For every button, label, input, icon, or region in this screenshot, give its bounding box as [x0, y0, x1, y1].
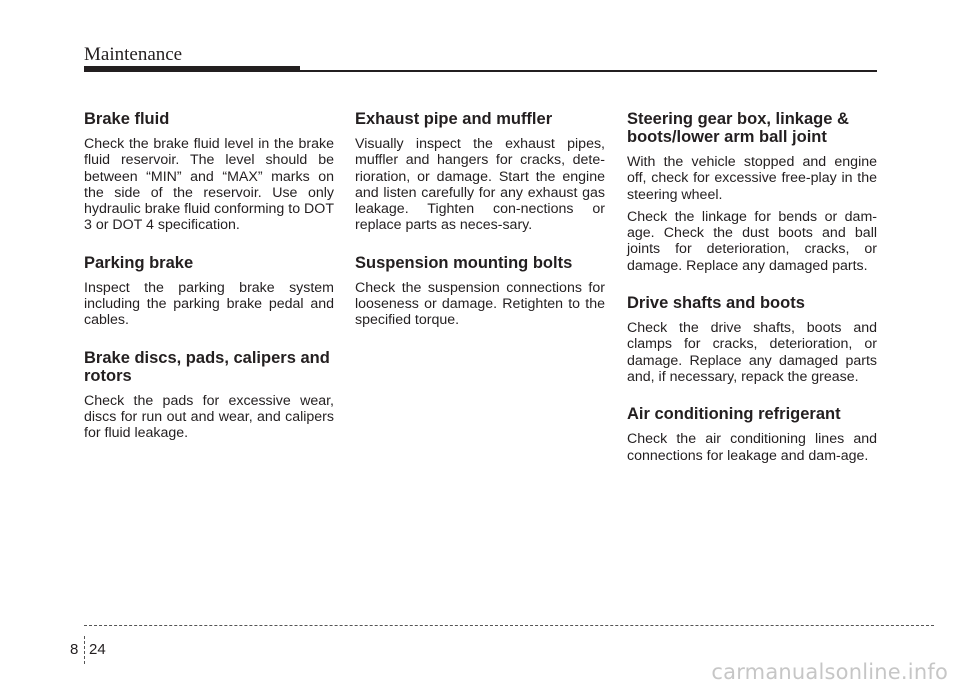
section-exhaust-pipe — [355, 110, 605, 234]
page-header-title: Maintenance — [84, 44, 183, 65]
page-number: 24 — [89, 641, 106, 658]
page-chapter-number: 8 — [70, 641, 79, 658]
section-body: Check the pads for excessive wear, discs for run out and wear, and calipers for fluid leakage. — [84, 392, 334, 442]
section-title: Drive shafts and boots — [627, 294, 805, 313]
section-brake-discs — [84, 349, 334, 442]
section-drive-shafts — [627, 294, 877, 385]
section-body: Check the brake fluid level in the brake fluid reservoir. The level should be between “MIN” and “MAX” marks on the side of the reservoir. Use only hydraulic brake fluid conforming to DOT 3 or DOT 4 specification. — [84, 136, 334, 234]
column-3 — [627, 110, 877, 484]
section-body: Check the drive shafts, boots and clamps for cracks, deterioration, or damage. Replace any damaged parts and, if necessary, repack the grease. — [627, 320, 877, 385]
column-1 — [84, 110, 334, 462]
section-body: With the vehicle stopped and engine off, check for excessive free-play in the steering wheel. — [627, 154, 877, 203]
section-title: Exhaust pipe and muffler — [355, 110, 553, 128]
section-parking-brake — [84, 254, 334, 329]
footer-vertical-rule — [84, 636, 85, 664]
section-title: Parking brake — [84, 253, 194, 272]
watermark: carmanualsonline.info — [711, 660, 948, 684]
header-rule-thick — [84, 66, 300, 72]
section-body: Check the air conditioning lines and connections for leakage and dam-age. — [627, 431, 877, 464]
section-brake-fluid — [84, 110, 334, 234]
footer-dashed-rule — [84, 625, 934, 626]
section-title: Brake fluid — [84, 110, 170, 128]
section-steering-gear — [627, 110, 877, 274]
section-body: Check the suspension connections for looseness or damage. Retighten to the specified torque. — [355, 279, 605, 329]
section-body: Visually inspect the exhaust pipes, muffler and hangers for cracks, dete-rioration, or damage. Start the engine and listen carefully for any exhaust gas leakage. Tighten con-nections or replace parts as neces-sary. — [355, 136, 605, 234]
column-2 — [355, 110, 605, 349]
section-suspension-bolts — [355, 254, 605, 329]
section-air-conditioning — [627, 405, 877, 464]
section-title: Air conditioning refrigerant — [627, 405, 841, 424]
header-rule-thin — [300, 70, 877, 72]
section-title: Suspension mounting bolts — [355, 253, 573, 272]
section-title: Steering gear box, linkage & boots/lower arm ball joint — [627, 110, 849, 146]
section-body: Check the linkage for bends or dam-age. Check the dust boots and ball joints for deterioration, cracks, or damage. Replace any damaged parts. — [627, 208, 877, 274]
section-title: Brake discs, pads, calipers and rotors — [84, 348, 330, 385]
section-body: Inspect the parking brake system including the parking brake pedal and cables. — [84, 279, 334, 329]
